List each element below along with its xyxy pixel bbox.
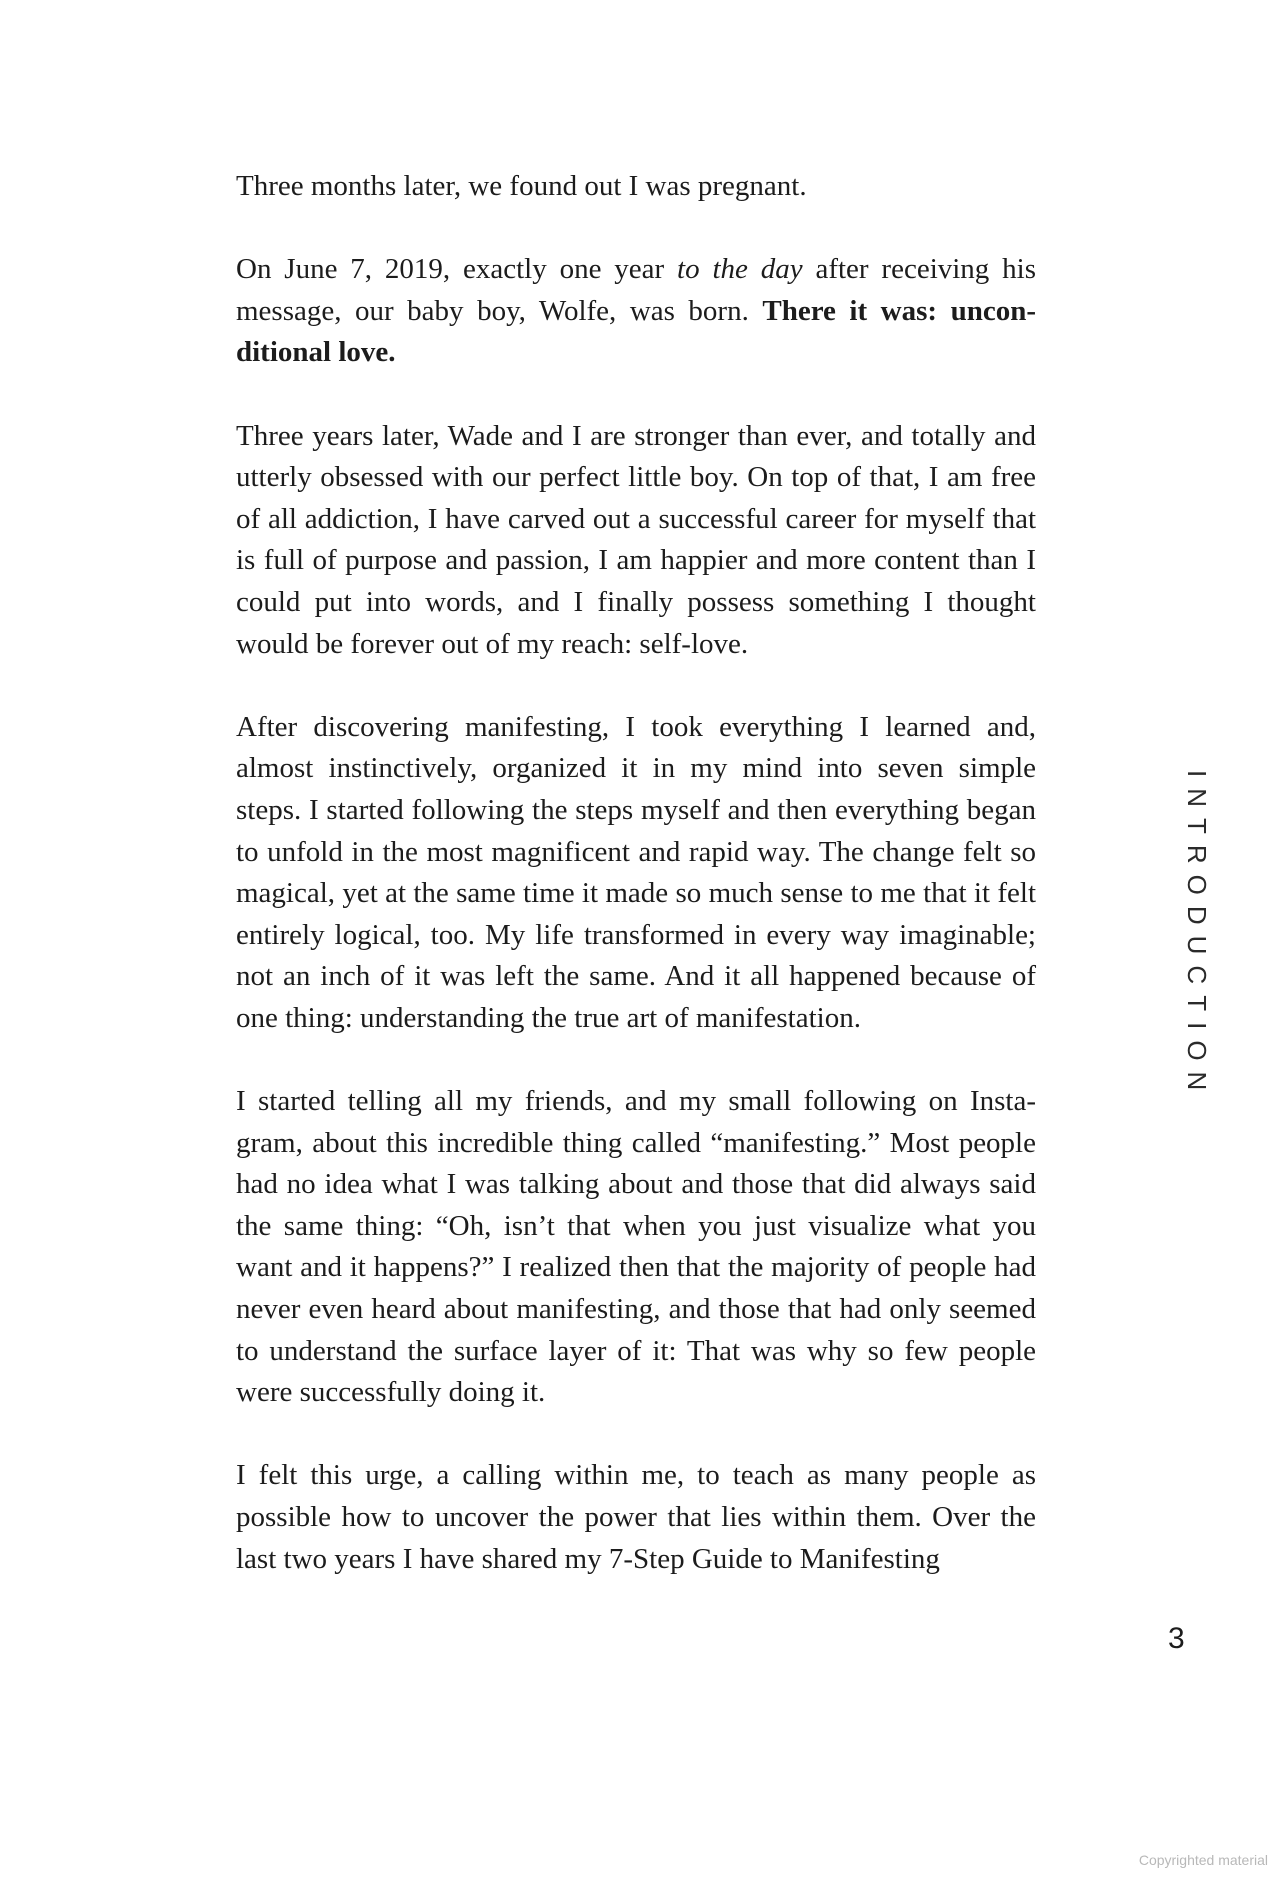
paragraph-1: Three months later, we found out I was pregnant. — [236, 170, 807, 202]
paragraph-5: I started telling all my friends, and my small following on Instagram, about this incredible thing called “manifesting.” Most people had no idea what I was talking about and those that did always said the same thing: “Oh, isn’t that when you just visualize what you want and it happens?” I realized then that the majority of people had never even heard about manifesting, and those that had only seemed to understand the surface layer of it: That was why so few people were successfully doing it. — [236, 1085, 1036, 1409]
copyright-watermark: Copyrighted material — [1138, 1852, 1268, 1868]
paragraph-3: Three years later, Wade and I are stronger than ever, and totally and utterly obsessed with our perfect little boy. On top of that, I am free of all addiction, I have carved out a successful career for myself that is full of purpose and passion, I am happier and more content than I could put into words, and I finally possess something I thought would be forever out of my reach: self-love. — [236, 419, 1036, 660]
paragraph-2 — [236, 249, 1036, 374]
paragraph-2-italic: to the day — [677, 253, 803, 286]
paragraph-2-text-b: after receiving his message, our baby boy, Wolfe, was born. — [236, 253, 1037, 327]
paragraph-4: After discovering manifesting, I took everything I learned and, almost instinctively, organized it in my mind into seven simple steps. I started following the steps myself and then everything began to unfold in the most magnificent and rapid way. The change felt so magical, yet at the same time it made so much sense to me that it felt entirely logical, too. My life transformed in every way imaginable; not an inch of it was left the same. And it all happened because of one thing: understanding the true art of manifestation. — [236, 710, 1036, 1034]
running-head: INTRODUCTION — [1182, 770, 1212, 1102]
page-number: 3 — [1168, 1622, 1185, 1655]
paragraph-2-text-a: On June 7, 2019, exactly one year — [236, 253, 678, 286]
paragraph-6: I felt this urge, a calling within me, to teach as many people as possible how to uncover the power that lies within them. Over the last two years I have shared my 7-Step Guide to Manifesting — [236, 1459, 1036, 1575]
paragraph-2-bold: There it was: unconditional love. — [236, 294, 1036, 369]
body-text — [236, 166, 1036, 1622]
